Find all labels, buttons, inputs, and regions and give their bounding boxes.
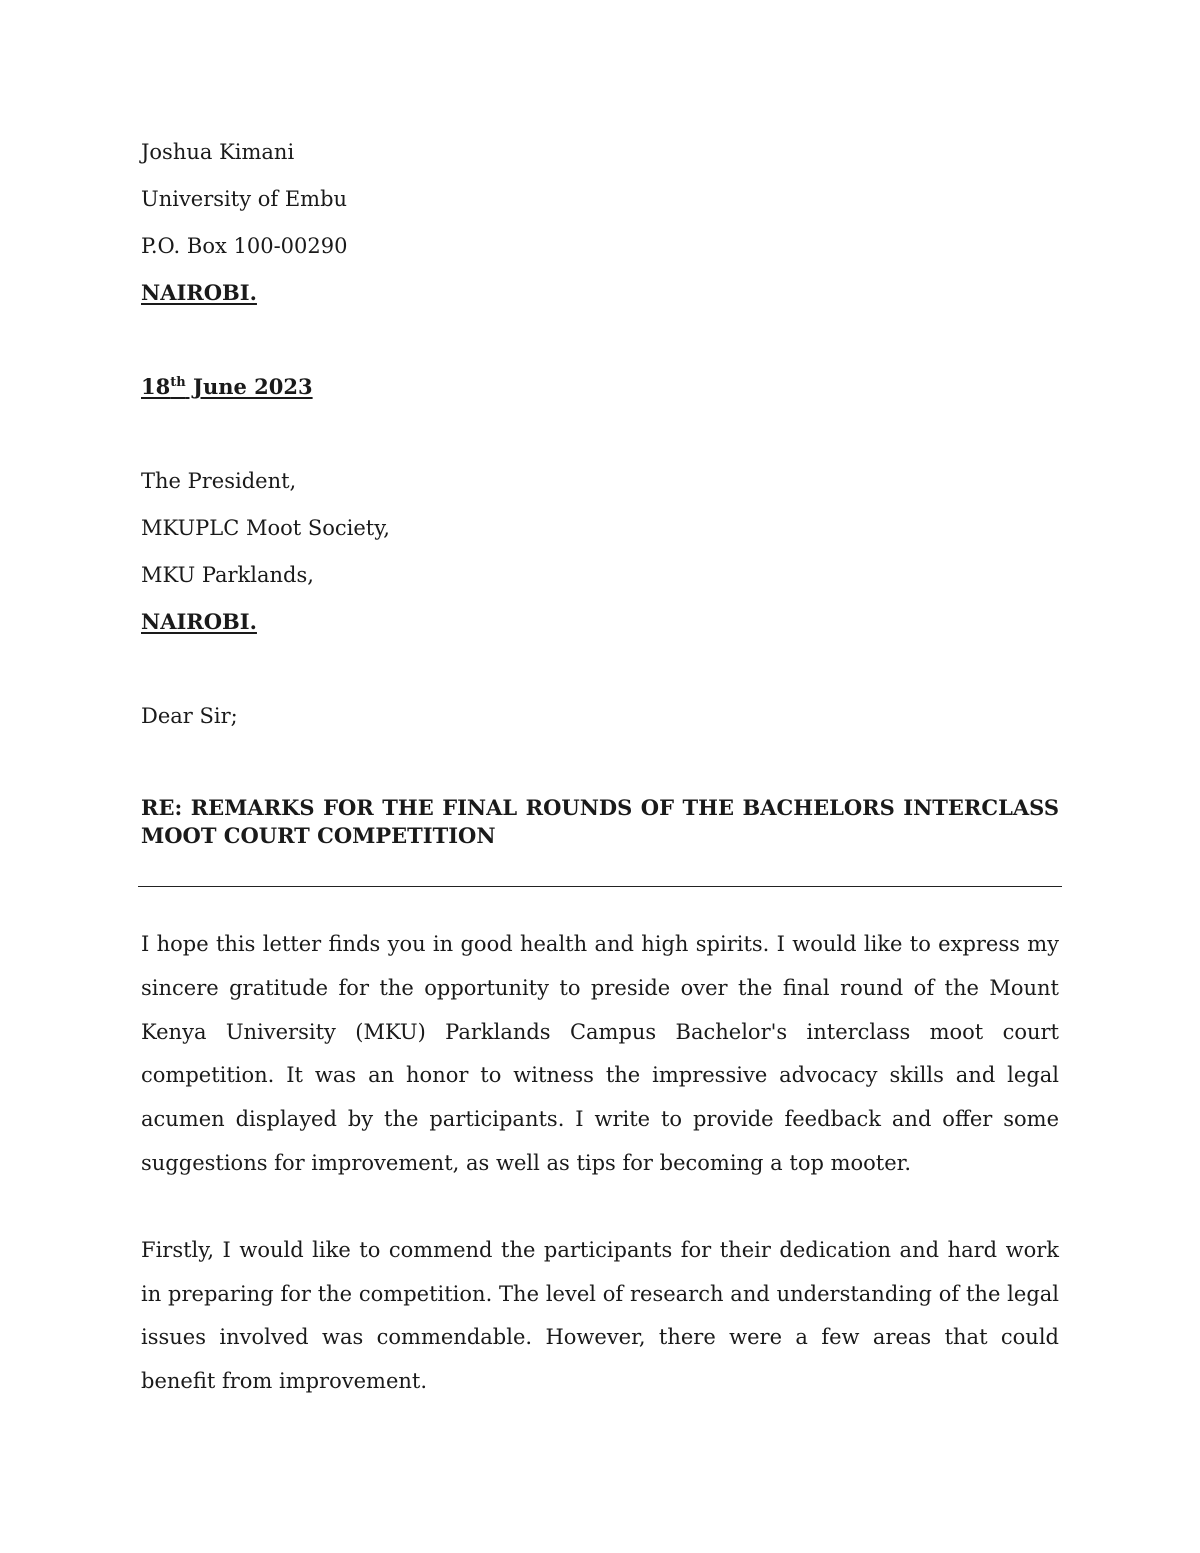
recipient-city: NAIROBI.	[141, 609, 257, 634]
recipient-block	[141, 467, 1059, 636]
date-month-year: June 2023	[185, 374, 313, 399]
body-paragraph-2: Firstly, I would like to commend the participants for their dedication and hard work in preparing for the competition. The level of research and understanding of the legal issues involved was commendable. However, there were a few areas that could benefit from improvement.	[141, 1237, 1059, 1394]
recipient-organization: MKUPLC Moot Society,	[141, 516, 390, 540]
sender-institution: University of Embu	[141, 187, 348, 211]
recipient-title: The President,	[141, 469, 297, 493]
subject-divider	[138, 886, 1062, 887]
letter-content	[141, 138, 1059, 1404]
date-day-suffix: th	[170, 375, 186, 390]
sender-block	[141, 138, 1059, 307]
subject-line: RE: REMARKS FOR THE FINAL ROUNDS OF THE BACHELORS INTERCLASS MOOT COURT COMPETITION	[141, 795, 1059, 848]
sender-city: NAIROBI.	[141, 280, 257, 305]
recipient-location: MKU Parklands,	[141, 563, 314, 587]
sender-name: Joshua Kimani	[141, 140, 295, 164]
body-paragraph-1: I hope this letter finds you in good health and high spirits. I would like to express my sincere gratitude for the opportunity to preside over the final round of the Mount Kenya University (MKU) Parklands Campus Bachelor's interclass moot court competition. It was an honor to witness the impressive advocacy skills and legal acumen displayed by the participants. I write to provide feedback and offer some suggestions for improvement, as well as tips for becoming a top mooter.	[141, 932, 1059, 1175]
sender-address: P.O. Box 100-00290	[141, 234, 348, 258]
salutation: Dear Sir;	[141, 704, 238, 728]
letter-date	[141, 373, 1059, 401]
date-day: 18	[141, 374, 171, 399]
